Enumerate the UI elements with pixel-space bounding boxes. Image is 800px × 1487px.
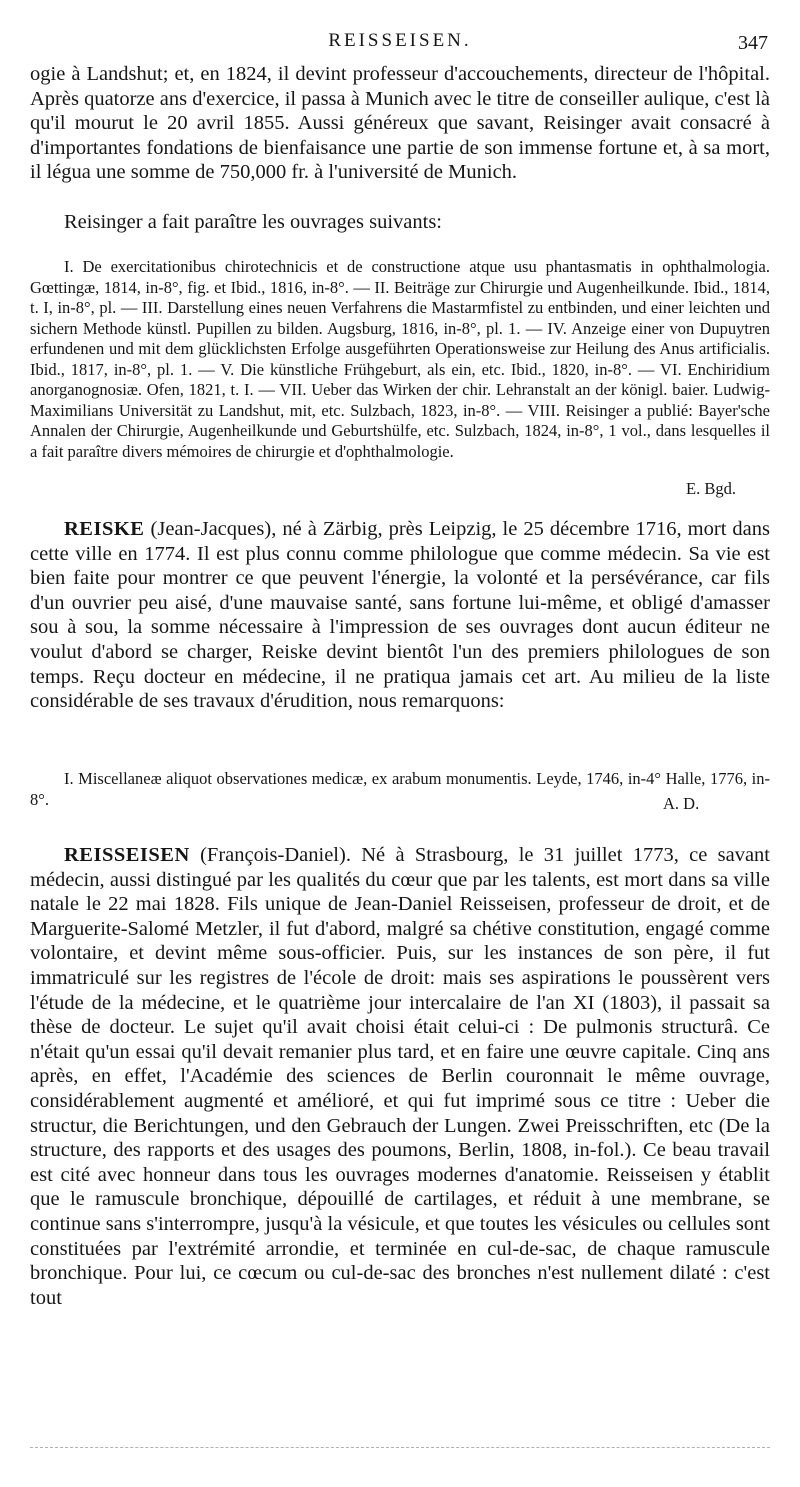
reisinger-paragraph-2: Reisinger a fait paraître les ouvrages suivants: xyxy=(64,211,442,233)
reisseisen-names: (François-Daniel) xyxy=(200,844,346,866)
running-title: REISSEISEN. xyxy=(328,30,472,51)
reiske-works-list: I. Miscellaneæ aliquot observationes medicæ, ex arabum monumentis. Leyde, 1746, in-4° Halle, 1776, in-8°. xyxy=(30,769,770,809)
reiske-names: (Jean-Jacques) xyxy=(150,518,272,540)
reiske-headword: REISKE xyxy=(64,518,145,540)
reisseisen-body: . Né à Strasbourg, le 31 juillet 1773, ce savant médecin, aussi distingué par les qualités du cœur que par les talents, est mort dans sa ville natale le 22 mai 1828. Fils unique de Jean-Daniel Reisseisen, professeur de droit, et de Marguerite-Salomé Metzler, il fut d'abord, malgré sa chétive constitution, engagé comme volontaire, et devint même sous-officier. Puis, sur les instances de son père, il fut immatriculé sur les registres de l'école de droit: mais ses aspirations le poussèrent vers l'étude de la médecine, et le quatrième jour intercalaire de l'an XI (1803), il passait sa thèse de docteur. Le sujet qu'il avait choisi était celui-ci : De pulmonis structurâ. Ce n'était qu'un essai qu'il devait remanier plus tard, et en faire une œuvre capitale. Cinq ans après, en effet, l'Académie des sciences de Berlin couronnait le même ouvrage, considérablement augmenté et amélioré, et qui fut imprimé sous ce titre : Ueber die structur, die Berichtungen, und den Gebrauch der Lungen. Zwei Preisschriften, etc (De la structure, des rapports et des usages des poumons, Berlin, 1808, in-fol.). Ce beau travail est cité avec honneur dans tous les ouvrages modernes d'anatomie. Reisseisen y établit que le ramuscule bronchique, dépouillé de cartilages, et réduit à une membrane, se continue sans s'interrompre, jusqu'à la vésicule, et que toutes les vésicules ou cellules sont constituées par l'extrémité arrondie, et terminée en cul-de-sac, de chaque ramuscule bronchique. Pour lui, ce cœcum ou cul-de-sac des bronches n'est nullement dilaté : c'est tout xyxy=(30,844,770,1309)
reisseisen-entry xyxy=(30,843,770,1310)
reiske-signature: A. D. xyxy=(663,794,700,813)
reisinger-signature: E. Bgd. xyxy=(686,479,736,498)
reiske-body: , né à Zärbig, près Leipzig, le 25 décembre 1716, mort dans cette ville en 1774. Il est plus connu comme philologue que comme médecin. Sa vie est bien faite pour montrer ce que peuvent l'énergie, la volonté et la persévérance, car fils d'un ouvrier peu aisé, d'une mauvaise santé, sans fortune lui-même, et obligé d'amasser sou à sou, la somme nécessaire à l'impression de ses ouvrages dont aucun éditeur ne voulut d'abord se charger, Reiske devint bientôt l'un des premiers philologues de son temps. Reçu docteur en médecine, il ne pratiqua jamais cet art. Au milieu de la liste considérable de ses travaux d'érudition, nous remarquons: xyxy=(30,518,771,713)
reisinger-paragraph-1: ogie à Landshut; et, en 1824, il devint professeur d'accouchements, directeur de l'hôpital. Après quatorze ans d'exercice, il passa à Munich avec le titre de conseiller aulique, c'est là qu'il mourut le 20 avril 1855. Aussi généreux que savant, Reisinger avait consacré à d'importantes fondations de bienfaisance une partie de son immense fortune et, à sa mort, il légua une somme de 750,000 fr. à l'université de Munich. xyxy=(30,63,770,184)
page-header xyxy=(0,30,800,60)
reisseisen-headword: REISSEISEN xyxy=(64,844,190,866)
footer-rule xyxy=(30,1447,770,1448)
reiske-entry xyxy=(30,517,770,714)
reisinger-works-list: I. De exercitationibus chirotechnicis et de constructione atque usu phantasmatis in ophthalmologia. Gœttingæ, 1814, in-8°, fig. et Ibid., 1816, in-8°. — II. Beiträge zur Chirurgie und Augenheilkunde. Ibid., 1814, t. I, in-8°, pl. — III. Darstellung eines neuen Verfahrens die Mastarmfistel zu entbinden, und einer leichten und sichern Methode künstl. Pupillen zu bilden. Augsburg, 1816, in-8°, pl. 1. — IV. Anzeige einer von Dupuytren erfundenen und mit dem glücklichsten Erfolge ausgeführten Operationsweise zur Heilung des Anus artificialis. Ibid., 1817, in-8°, pl. 1. — V. Die künstliche Frühgeburt, als ein, etc. Ibid., 1820, in-8°. — VI. Enchiridium anorganognosiæ. Ofen, 1821, t. I. — VII. Ueber das Wirken der chir. Lehranstalt an der königl. baier. Ludwig-Maximilians Universität zu Landshut, mit, etc. Sulzbach, 1823, in-8°. — VIII. Reisinger a publié: Bayer'sche Annalen der Chirurgie, Augenheilkunde und Geburtshülfe, etc. Sulzbach, 1824, in-8°, 1 vol., dans lesquelles il a fait paraître divers mémoires de chirurgie et d'ophthalmologie. xyxy=(30,257,770,461)
page-number: 347 xyxy=(738,32,768,54)
